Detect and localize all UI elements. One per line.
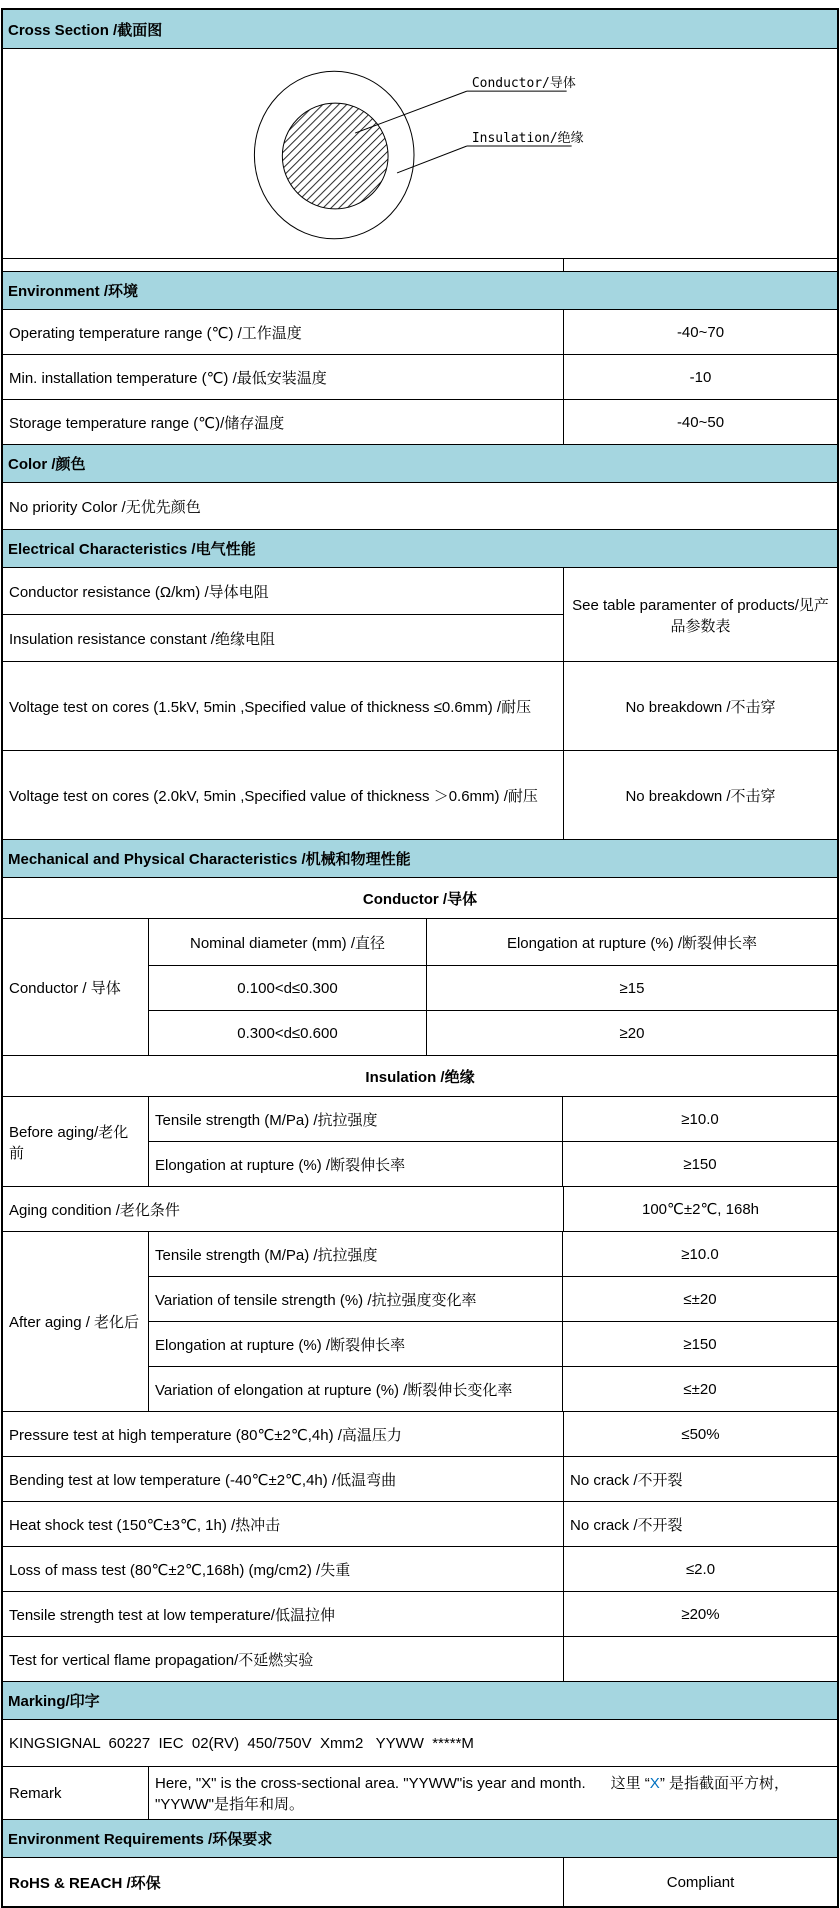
spec-row-voltage-test-1-5kv (3, 661, 837, 750)
section-title: Marking/印字 (8, 1693, 100, 1710)
after-aging-rowspan-label: After aging / 老化后 (9, 1314, 140, 1331)
spec-row-tensile-low-temperature (3, 1591, 837, 1636)
spec-label: Elongation at rupture (%) /断裂伸长率 (148, 1322, 562, 1366)
section-title: Mechanical and Physical Characteristics /机械和物理性能 (8, 851, 411, 868)
spec-row-tensile-strength (148, 1232, 837, 1276)
section-title: Color /颜色 (8, 456, 86, 473)
spec-row-conductor-resistance (3, 568, 563, 614)
marking-code: KINGSIGNAL 60227 IEC 02(RV) 450/750V Xmm2 YYWW *****M (9, 1734, 474, 1752)
spec-row-pressure-test (3, 1411, 837, 1456)
spec-row-voltage-test-2-0kv (3, 750, 837, 839)
section-header-mechanical (3, 839, 837, 877)
before-aging-rows (148, 1097, 837, 1186)
spec-value: ≤±20 (562, 1367, 837, 1411)
spec-row-elongation-rupture (148, 1141, 837, 1186)
section-header-color (3, 444, 837, 482)
remark-line-1 (155, 1772, 789, 1793)
spec-value: Compliant (563, 1858, 837, 1906)
spec-row-storage-temperature (3, 399, 837, 444)
spec-row-resistance-group (3, 567, 837, 661)
section-title: Electrical Characteristics /电气性能 (8, 541, 256, 558)
subsection-title: Insulation /绝缘 (365, 1068, 475, 1086)
spec-label: Tensile strength test at low temperature/低温拉伸 (9, 1606, 335, 1624)
spec-row-variation-elongation (148, 1366, 837, 1411)
spec-value: ≥150 (562, 1322, 837, 1366)
spec-row-loss-of-mass-test (3, 1546, 837, 1591)
spec-value: ≥10.0 (562, 1232, 837, 1276)
spec-value: ≥150 (562, 1142, 837, 1186)
spec-row-insulation-resistance (3, 614, 563, 661)
remark-chinese-suffix: ” 是指截面平方树， (659, 1775, 789, 1792)
subsection-title: Conductor /导体 (362, 890, 478, 908)
section-header-electrical (3, 529, 837, 567)
spec-value: -40~70 (563, 310, 837, 354)
before-aging-block (3, 1096, 837, 1186)
spec-row-bending-test (3, 1456, 837, 1501)
spec-row-aging-condition (3, 1186, 837, 1231)
marking-code-row (3, 1719, 837, 1766)
spec-value: ≥20% (563, 1592, 837, 1636)
resistance-merged-value: See table paramenter of products/见产品参数表 (563, 568, 837, 661)
spec-label: Tensile strength (M/Pa) /抗拉强度 (148, 1232, 562, 1276)
subsection-title-conductor (3, 877, 837, 918)
spec-label: Loss of mass test (80℃±2℃,168h) (mg/cm2) /失重 (9, 1561, 351, 1579)
spec-row-tensile-strength (148, 1097, 837, 1141)
spec-value: No breakdown /不击穿 (563, 751, 837, 839)
conductor-rowspan-label: Conductor / 导体 (9, 979, 121, 997)
remark-x-symbol: X (649, 1775, 660, 1792)
spec-value: -40~50 (563, 400, 837, 444)
section-header-marking (3, 1681, 837, 1719)
remark-text (148, 1767, 837, 1819)
spec-row-elongation-rupture (148, 1321, 837, 1366)
spec-value: ≤±20 (562, 1277, 837, 1321)
remark-row (3, 1766, 837, 1819)
section-header-cross-section (3, 10, 837, 48)
after-aging-rows (148, 1232, 837, 1411)
conductor-subtable-row (148, 1010, 837, 1055)
spec-label: Bending test at low temperature (-40℃±2℃,4h) /低温弯曲 (9, 1471, 397, 1489)
spacer-row (3, 258, 837, 271)
spacer-cell (563, 259, 837, 271)
spec-row-min-installation-temperature (3, 354, 837, 399)
conductor-callout-label: Conductor/导体 (471, 76, 576, 92)
spec-label: Insulation resistance constant /绝缘电阻 (9, 630, 275, 648)
spec-label: Test for vertical flame propagation/不延燃实验 (9, 1651, 314, 1669)
spec-value: No breakdown /不击穿 (563, 662, 837, 750)
after-aging-block (3, 1231, 837, 1411)
spec-value: -10 (563, 355, 837, 399)
section-header-environment-requirements (3, 1819, 837, 1857)
elongation-value: ≥15 (426, 966, 837, 1010)
spec-row-heat-shock-test (3, 1501, 837, 1546)
spec-value: No crack /不开裂 (563, 1502, 837, 1546)
spec-label: Variation of tensile strength (%) /抗拉强度变化率 (148, 1277, 562, 1321)
spec-row-no-priority-color (3, 482, 837, 529)
section-title: Environment /环境 (8, 283, 139, 300)
remark-line-2: "YYWW"是指年和周。 (155, 1796, 304, 1813)
spec-value: ≥10.0 (562, 1097, 837, 1141)
diameter-value: 0.300<d≤0.600 (148, 1011, 426, 1055)
conductor-subtable-header (148, 919, 837, 965)
spec-sheet (1, 8, 839, 1908)
spec-label: Conductor resistance (Ω/km) /导体电阻 (9, 583, 269, 601)
spec-label: Min. installation temperature (℃) /最低安装温度 (9, 369, 327, 387)
spec-row-variation-tensile-strength (148, 1276, 837, 1321)
spec-label: Heat shock test (150℃±3℃, 1h) /热冲击 (9, 1516, 281, 1534)
spec-label: Operating temperature range (℃) /工作温度 (9, 324, 302, 342)
conductor-subtable-body (148, 919, 837, 1055)
column-header-diameter: Nominal diameter (mm) /直径 (148, 919, 426, 965)
spec-value: ≤2.0 (563, 1547, 837, 1591)
conductor-core-hatched (282, 103, 388, 209)
column-header-elongation: Elongation at rupture (%) /断裂伸长率 (426, 919, 837, 965)
subsection-title-insulation (3, 1055, 837, 1096)
spec-row-rohs-reach (3, 1857, 837, 1906)
spec-label: Elongation at rupture (%) /断裂伸长率 (148, 1142, 562, 1186)
spec-value: No crack /不开裂 (563, 1457, 837, 1501)
spec-label: Pressure test at high temperature (80℃±2℃,4h) /高温压力 (9, 1426, 402, 1444)
section-title: Environment Requirements /环保要求 (8, 1831, 273, 1848)
before-aging-rowspan-label: Before aging/老化前 (9, 1123, 129, 1162)
spec-row-vertical-flame-propagation (3, 1636, 837, 1681)
spec-value: ≤50% (563, 1412, 837, 1456)
remark-chinese-prefix: 这里 “ (610, 1775, 650, 1792)
spacer-cell (3, 259, 563, 271)
remark-english: Here, "X" is the cross-sectional area. "YYWW"is year and month. (155, 1775, 611, 1792)
spec-label: Tensile strength (M/Pa) /抗拉强度 (148, 1097, 562, 1141)
color-note: No priority Color /无优先颜色 (9, 498, 201, 516)
insulation-callout-label: Insulation/绝缘 (471, 131, 584, 147)
conductor-subtable-row (148, 965, 837, 1010)
spec-value: 100℃±2℃, 168h (563, 1187, 837, 1231)
spec-label: Aging condition /老化条件 (9, 1201, 180, 1219)
spec-label: Storage temperature range (℃)/储存温度 (9, 414, 285, 432)
spec-label: Variation of elongation at rupture (%) /断裂伸长变化率 (148, 1367, 562, 1411)
section-title: Cross Section /截面图 (8, 21, 163, 39)
spec-value (563, 1637, 837, 1681)
spec-label: Voltage test on cores (2.0kV, 5min ,Specified value of thickness ＞0.6mm) /耐压 (9, 787, 538, 805)
spec-label: RoHS & REACH /环保 (9, 1874, 161, 1892)
spec-label: Voltage test on cores (1.5kV, 5min ,Specified value of thickness ≤0.6mm) /耐压 (9, 698, 532, 716)
cross-section-diagram (3, 48, 837, 258)
cable-cross-section-drawing (3, 49, 837, 259)
spec-row-operating-temperature (3, 309, 837, 354)
diameter-value: 0.100<d≤0.300 (148, 966, 426, 1010)
section-header-environment (3, 271, 837, 309)
elongation-value: ≥20 (426, 1011, 837, 1055)
remark-label: Remark (9, 1784, 62, 1802)
conductor-subtable (3, 918, 837, 1055)
resistance-labels (3, 568, 563, 661)
